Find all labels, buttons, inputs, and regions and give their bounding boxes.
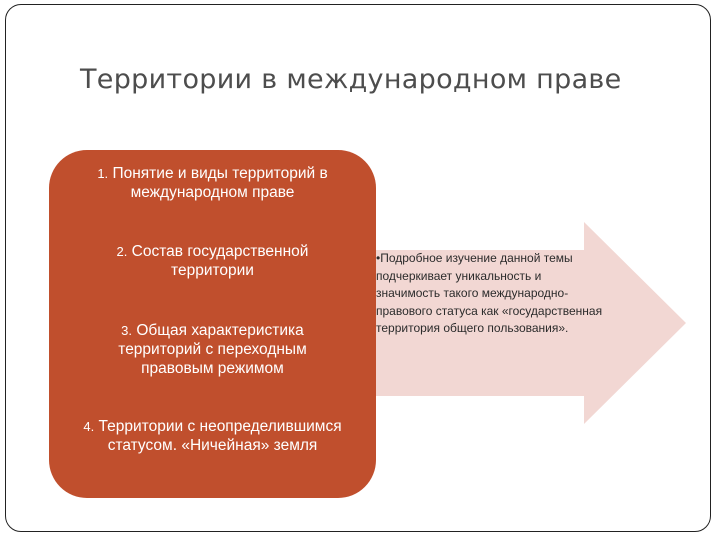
topic-number: 4. [83, 419, 95, 434]
topic-item-1 [49, 164, 376, 202]
slide-title: Территории в международном праве [80, 64, 622, 95]
topic-item-4 [49, 417, 376, 455]
topics-block [49, 150, 376, 498]
topic-text: Понятие и виды территорий в международном праве [112, 165, 328, 201]
topic-item-3 [49, 321, 376, 378]
topic-item-2 [49, 242, 376, 280]
topic-text: Общая характеристика территорий с переходным правовым режимом [118, 322, 307, 377]
topic-text: Состав государственной территории [131, 243, 309, 279]
topic-number: 3. [121, 323, 133, 338]
topic-number: 2. [116, 244, 128, 259]
arrow-description: •Подробное изучение данной темы подчеркивает уникальность и значимость такого международно-правового статуса как «государственная территория общего пользования». [376, 251, 603, 336]
topic-number: 1. [97, 166, 109, 181]
topic-text: Территории с неопределившимся статусом. «Ничейная» земля [98, 418, 342, 454]
